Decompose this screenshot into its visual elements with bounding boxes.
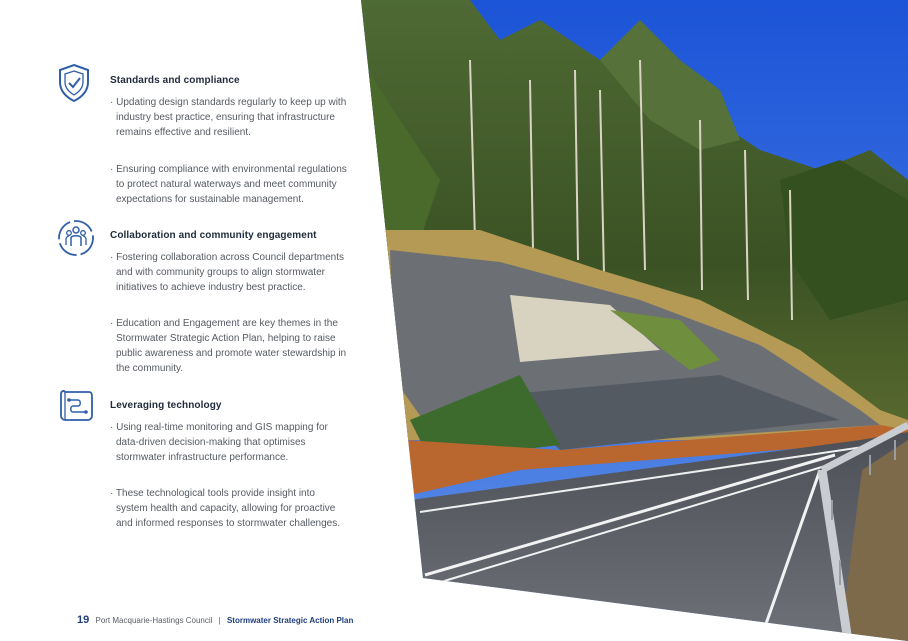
bullet-item: · Ensuring compliance with environmental regulations to protect natural waterways and meet community expectations for sustainable management. bbox=[110, 164, 347, 205]
bullet-item: · Education and Engagement are key themes in the Stormwater Strategic Action Plan, helping to raise public awareness and promote water stewardship in the community. bbox=[110, 318, 347, 374]
page-footer bbox=[77, 614, 353, 626]
bullet-item: · Updating design standards regularly to keep up with industry best practice, ensuring that infrastructure remains effective and resilient. bbox=[110, 97, 347, 138]
shield-check-icon bbox=[56, 63, 96, 103]
section-title: Leveraging technology bbox=[110, 400, 222, 411]
footer-separator: | bbox=[218, 616, 221, 625]
section-title: Collaboration and community engagement bbox=[110, 230, 317, 241]
bullet-item: · Fostering collaboration across Council departments and with community groups to align stormwater initiatives to achieve industry best practice. bbox=[110, 252, 344, 293]
council-name: Port Macquarie-Hastings Council bbox=[95, 616, 213, 625]
bullet-item: · These technological tools provide insight into system health and capacity, allowing for proactive and informed responses to stormwater challenges. bbox=[110, 488, 341, 529]
section-title: Standards and compliance bbox=[110, 75, 240, 86]
community-people-icon bbox=[56, 218, 96, 258]
digital-map-icon bbox=[56, 386, 96, 426]
bullet-item: · Using real-time monitoring and GIS mapping for data-driven decision-making that optimises stormwater infrastructure performance. bbox=[110, 422, 328, 463]
page-number: 19 bbox=[77, 614, 90, 626]
document-title: Stormwater Strategic Action Plan bbox=[226, 616, 354, 625]
